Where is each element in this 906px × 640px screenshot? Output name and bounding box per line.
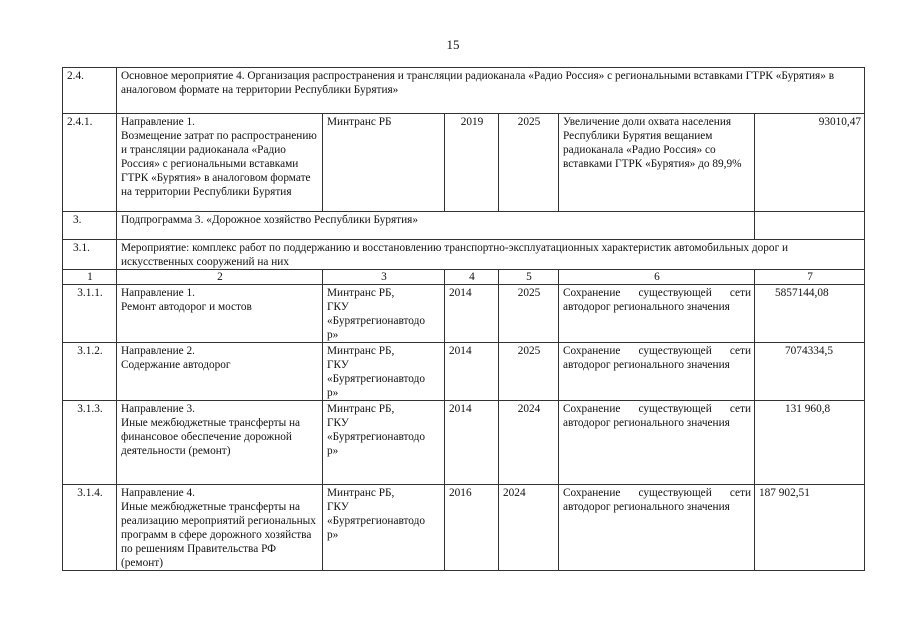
table-row-2-4 [63,68,865,114]
executor-cell: Минтранс РБ, ГКУ «Бурятрегионавтодо р» [323,285,445,343]
table-row [63,285,865,343]
subprogram-title: Подпрограмма 3. «Дорожное хозяйство Республики Бурятия» [117,212,755,240]
table-row-3 [63,212,865,240]
start-year-cell: 2014 [445,285,499,343]
executor-cell: Минтранс РБ, ГКУ «Бурятрегионавтодо р» [323,343,445,401]
activity-title: Мероприятие: комплекс работ по поддержанию и восстановлению транспортно-эксплуатационных характеристик автомобильных дорог и искусственных сооружений на них [117,240,865,270]
column-number: 4 [445,270,499,285]
table-row [63,343,865,401]
amount-cell: 187 902,51 [755,485,865,571]
result-cell: Сохранение существующей сети автодорог регионального значения [559,343,755,401]
column-number: 3 [323,270,445,285]
row-code: 2.4.1. [63,114,117,212]
start-year-cell: 2014 [445,343,499,401]
end-year-cell: 2025 [499,343,559,401]
executor-cell: Минтранс РБ [323,114,445,212]
table-row [63,401,865,485]
result-cell: Сохранение существующей сети автодорог регионального значения [559,285,755,343]
end-year-cell: 2024 [499,401,559,485]
program-table [62,67,865,571]
column-number: 7 [755,270,865,285]
table-row-3-1 [63,240,865,270]
column-number: 6 [559,270,755,285]
result-cell: Увеличение доли охвата населения Республики Бурятия вещанием радиоканала «Радио Россия» со вставками ГТРК «Бурятия» до 89,9% [559,114,755,212]
start-year-cell: 2014 [445,401,499,485]
page-number: 15 [446,37,460,52]
end-year-cell: 2025 [499,114,559,212]
direction-cell: Направление 3. Иные межбюджетные трансферты на финансовое обеспечение дорожной деятельности (ремонт) [117,401,323,485]
row-code: 3.1.1. [63,285,117,343]
direction-cell: Направление 1. Возмещение затрат по распространению и трансляции радиоканала «Радио Россия» с региональными вставками ГТРК «Бурятия» в аналоговом формате на территории Республики Бурятия [117,114,323,212]
amount-cell: 5857144,08 [755,285,865,343]
end-year-cell: 2024 [499,485,559,571]
executor-cell: Минтранс РБ, ГКУ «Бурятрегионавтодо р» [323,401,445,485]
amount-cell: 131 960,8 [755,401,865,485]
row-code: 3.1.4. [63,485,117,571]
main-activity-title: Основное мероприятие 4. Организация распространения и трансляции радиоканала «Радио Россия» с региональными вставками ГТРК «Бурятия» в аналоговом формате на территории Республики Бурятия» [117,68,865,114]
column-number-row [63,270,865,285]
executor-cell: Минтранс РБ, ГКУ «Бурятрегионавтодо р» [323,485,445,571]
column-number: 5 [499,270,559,285]
column-number: 1 [63,270,117,285]
table-row [63,485,865,571]
row-code: 3. [63,212,117,240]
start-year-cell: 2019 [445,114,499,212]
direction-cell: Направление 2. Содержание автодорог [117,343,323,401]
start-year-cell: 2016 [445,485,499,571]
direction-cell: Направление 1. Ремонт автодорог и мостов [117,285,323,343]
row-code: 3.1.2. [63,343,117,401]
direction-cell: Направление 4. Иные межбюджетные трансферты на реализацию мероприятий региональных программ в сфере дорожного хозяйства по решениям Правительства РФ (ремонт) [117,485,323,571]
end-year-cell: 2025 [499,285,559,343]
row-code: 3.1. [63,240,117,270]
amount-cell: 93010,47 [755,114,865,212]
result-cell: Сохранение существующей сети автодорог регионального значения [559,401,755,485]
amount-cell: 7074334,5 [755,343,865,401]
table-row-2-4-1 [63,114,865,212]
row-code: 3.1.3. [63,401,117,485]
row-code: 2.4. [63,68,117,114]
column-number: 2 [117,270,323,285]
empty-cell [755,212,865,240]
result-cell: Сохранение существующей сети автодорог регионального значения [559,485,755,571]
